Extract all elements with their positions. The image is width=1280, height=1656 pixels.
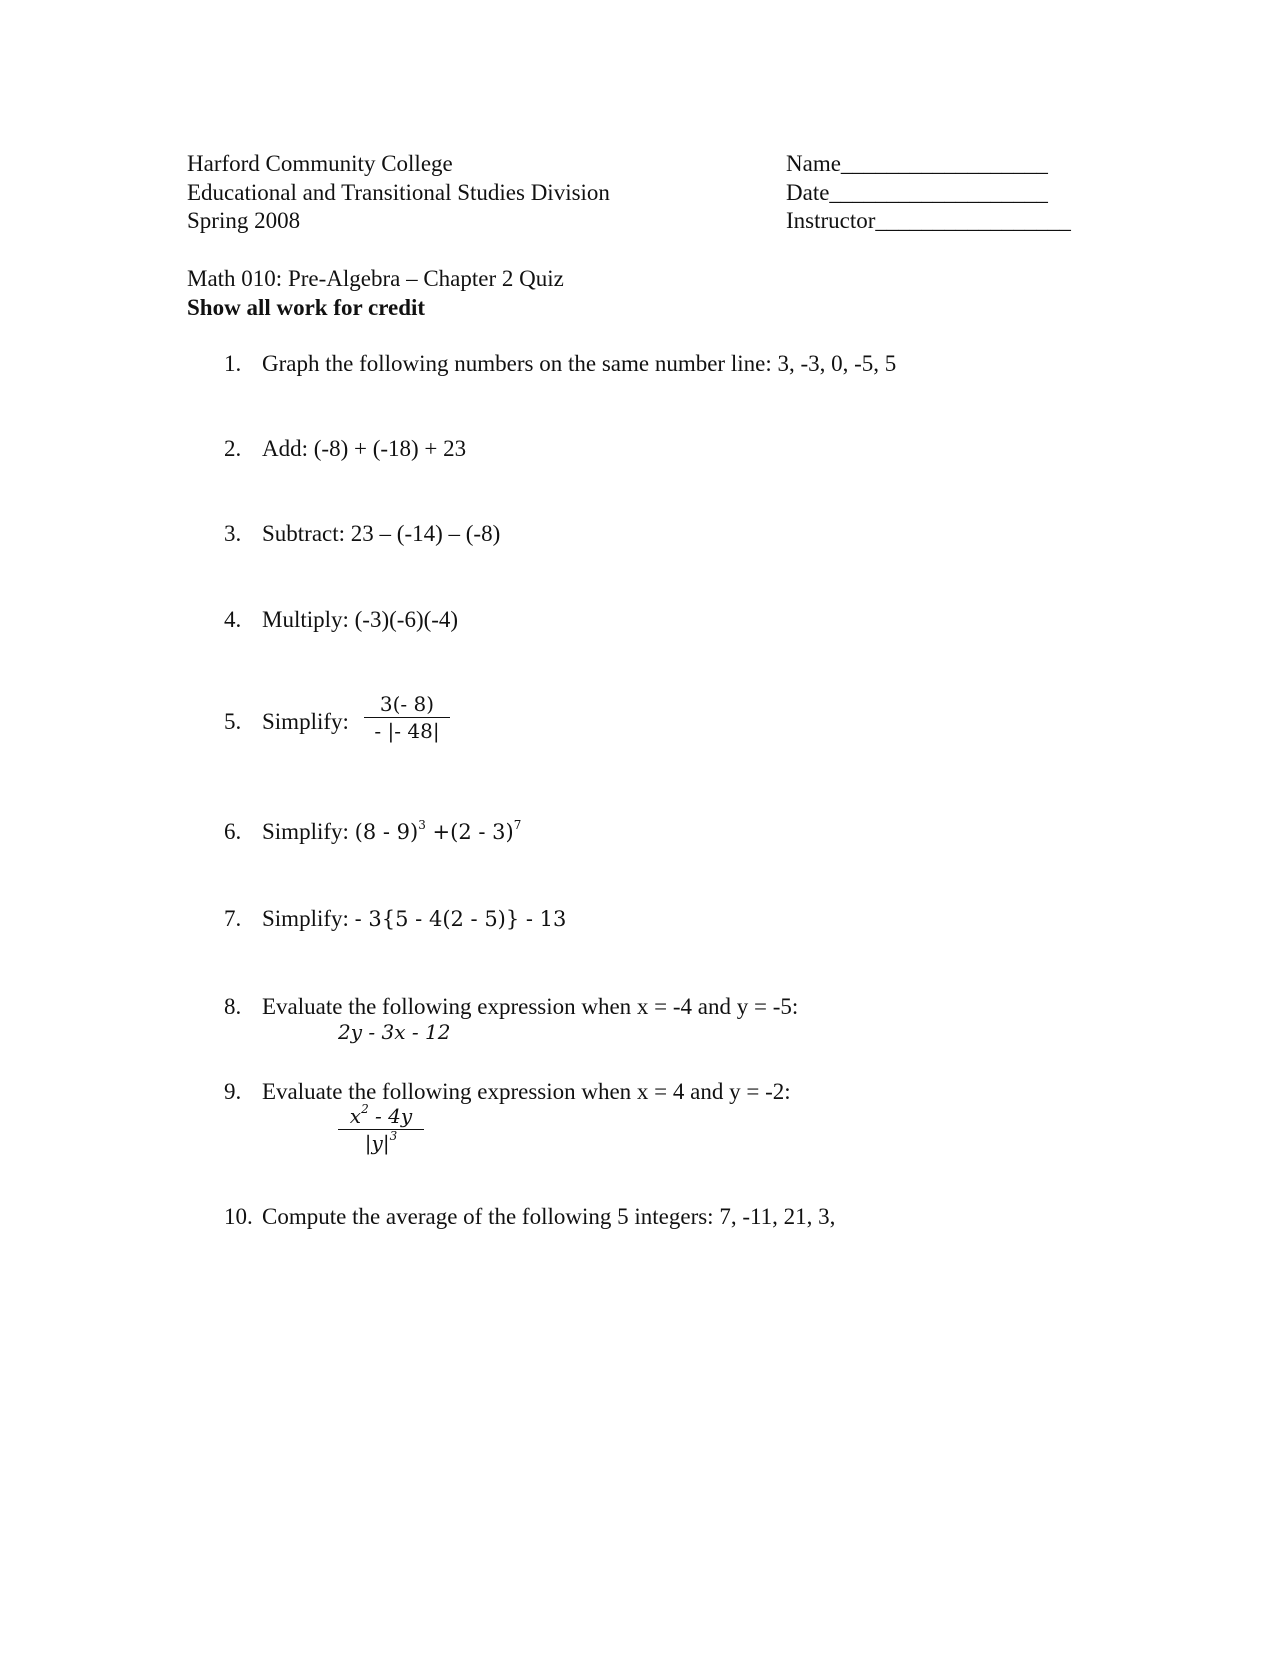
q5-numerator: 3(- 8) <box>364 692 450 718</box>
question-4 <box>224 606 458 634</box>
q9-num-base: x <box>349 1104 362 1128</box>
question-1 <box>224 350 896 378</box>
question-number: 7. <box>224 906 242 931</box>
question-text: Graph the following numbers on the same number line: 3, -3, 0, -5, 5 <box>262 351 897 376</box>
question-text: Simplify: <box>262 709 349 734</box>
date-field: Date___________________ <box>786 179 1048 205</box>
college-name: Harford Community College <box>187 151 453 176</box>
question-number: 4. <box>224 607 242 632</box>
q6-term-b: +(2 - 3) <box>425 820 514 844</box>
question-text: Subtract: 23 – (-14) – (-8) <box>262 521 501 546</box>
q8-expression: 2y - 3x - 12 <box>338 1020 451 1044</box>
q5-fraction <box>364 692 450 743</box>
q6-expression <box>355 820 522 844</box>
q9-den-exponent: 3 <box>389 1129 398 1143</box>
instructor-field: Instructor_________________ <box>786 208 1071 233</box>
q9-num-exponent: 2 <box>361 1102 369 1116</box>
question-text: Simplify: <box>262 819 349 844</box>
quiz-title-block <box>187 265 564 322</box>
question-9 <box>224 1078 791 1106</box>
q9-num-rest: - 4y <box>368 1104 413 1128</box>
question-text: Evaluate the following expression when x = -4 and y = -5: <box>262 994 799 1019</box>
instruction-text: Show all work for credit <box>187 294 426 320</box>
term: Spring 2008 <box>187 208 301 233</box>
student-info-fields <box>786 150 1071 236</box>
q9-fraction <box>338 1104 424 1155</box>
question-5 <box>224 708 349 736</box>
question-text: Evaluate the following expression when x = 4 and y = -2: <box>262 1079 791 1104</box>
question-number: 8. <box>224 994 242 1019</box>
q9-denominator <box>338 1130 424 1155</box>
question-number: 3. <box>224 521 242 546</box>
question-2 <box>224 435 466 463</box>
question-number: 5. <box>224 709 242 734</box>
question-text: Add: (-8) + (-18) + 23 <box>262 436 467 461</box>
q9-den-base: |y| <box>364 1131 390 1155</box>
question-text: Simplify: <box>262 906 349 931</box>
division-name: Educational and Transitional Studies Division <box>187 179 610 205</box>
question-text: Compute the average of the following 5 integers: 7, -11, 21, 3, <box>262 1204 836 1229</box>
q9-numerator <box>338 1104 424 1130</box>
name-field: Name__________________ <box>786 151 1048 176</box>
question-8 <box>224 993 798 1021</box>
question-number: 9. <box>224 1079 242 1104</box>
q6-term-a: (8 - 9) <box>354 820 419 844</box>
q6-exponent-a: 3 <box>418 818 426 832</box>
question-text: Multiply: (-3)(-6)(-4) <box>262 607 459 632</box>
question-10 <box>224 1203 835 1231</box>
question-3 <box>224 520 500 548</box>
q5-denominator: - |- 48| <box>374 719 440 743</box>
question-7 <box>224 905 566 933</box>
question-number: 2. <box>224 436 242 461</box>
question-6 <box>224 818 521 846</box>
question-number: 10. <box>224 1204 253 1229</box>
question-number: 1. <box>224 351 242 376</box>
quiz-title: Math 010: Pre-Algebra – Chapter 2 Quiz <box>187 266 564 291</box>
question-number: 6. <box>224 819 242 844</box>
q6-exponent-b: 7 <box>513 818 522 832</box>
q7-expression: - 3{5 - 4(2 - 5)} - 13 <box>354 907 567 931</box>
college-header <box>187 150 610 236</box>
